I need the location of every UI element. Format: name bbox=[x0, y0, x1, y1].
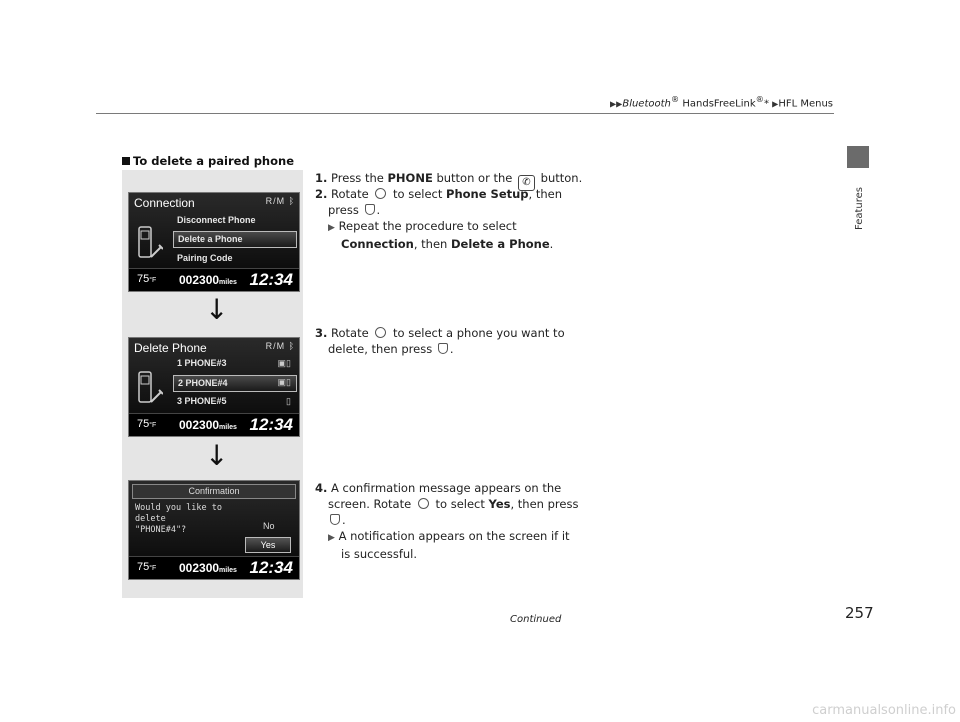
step-1: 1. Press the PHONE button or the ✆ button. bbox=[315, 170, 582, 191]
phone-badge-icon: ▯ bbox=[286, 396, 291, 406]
sub-arrow-icon: ▶ bbox=[328, 223, 335, 233]
menu-item: Disconnect Phone bbox=[177, 215, 256, 225]
status-icons: R/M ᛒ bbox=[265, 341, 295, 351]
phone-badge-icon: ▣▯ bbox=[277, 358, 291, 368]
page-number: 257 bbox=[845, 604, 874, 622]
status-icons: R/M ᛒ bbox=[265, 196, 295, 206]
phone-list-item: 3 PHONE#5 bbox=[177, 396, 227, 406]
confirm-title-bar: Confirmation bbox=[132, 484, 296, 499]
header-rule bbox=[96, 113, 834, 114]
phone-badge-icon: ▣▯ bbox=[277, 377, 291, 387]
press-knob-icon bbox=[365, 204, 375, 215]
screen-footer bbox=[129, 413, 299, 436]
breadcrumb-hfl: HandsFreeLink bbox=[682, 98, 756, 110]
confirm-message: Would you like to delete "PHONE#4"? bbox=[135, 503, 222, 535]
screen-delete-phone bbox=[128, 337, 300, 437]
breadcrumb-bluetooth: Bluetooth bbox=[622, 98, 671, 110]
selector-knob-icon bbox=[418, 498, 429, 509]
selector-knob-icon bbox=[375, 188, 386, 199]
screen-footer bbox=[129, 268, 299, 291]
menu-item: Pairing Code bbox=[177, 253, 233, 263]
press-knob-icon bbox=[330, 514, 340, 525]
temperature: 75°F bbox=[137, 418, 157, 430]
screen-confirmation bbox=[128, 480, 300, 580]
square-bullet-icon bbox=[122, 157, 130, 165]
screen-title: Connection bbox=[134, 196, 195, 210]
breadcrumb-menus: HFL Menus bbox=[778, 98, 833, 110]
clock: 12:34 bbox=[249, 558, 293, 577]
breadcrumb: ▶▶Bluetooth® HandsFreeLink®* ▶HFL Menus bbox=[610, 94, 833, 110]
breadcrumb-arrow-icon: ▶ bbox=[772, 99, 779, 109]
step-2: 2. Rotate to select Phone Setup, then press . ▶ Repeat the procedure to select Connection, then Delete a Phone. bbox=[315, 187, 563, 251]
breadcrumb-arrow-icon: ▶▶ bbox=[610, 99, 623, 109]
selector-knob-icon bbox=[375, 327, 386, 338]
odometer: 002300miles bbox=[179, 273, 237, 287]
odometer: 002300miles bbox=[179, 418, 237, 432]
temperature: 75°F bbox=[137, 273, 157, 285]
down-arrow-icon: ↓ bbox=[205, 293, 229, 326]
clock: 12:34 bbox=[249, 270, 293, 289]
section-tab-label: Features bbox=[854, 187, 865, 230]
phone-wrench-icon bbox=[135, 362, 163, 412]
step-3: 3. Rotate to select a phone you want to delete, then press . bbox=[315, 326, 565, 356]
odometer: 002300miles bbox=[179, 561, 237, 575]
screen-footer bbox=[129, 556, 299, 579]
press-knob-icon bbox=[438, 343, 448, 354]
menu-item-selected: Delete a Phone bbox=[173, 231, 297, 248]
clock: 12:34 bbox=[249, 415, 293, 434]
step-4: 4. A confirmation message appears on the screen. Rotate to select Yes, then press . ▶ A notification appears on the screen if it is successful. bbox=[315, 481, 579, 561]
section-tab bbox=[847, 146, 869, 168]
temperature: 75°F bbox=[137, 561, 157, 573]
continued-label: Continued bbox=[510, 614, 562, 625]
confirm-no-option: No bbox=[263, 521, 275, 531]
section-title: To delete a paired phone bbox=[122, 154, 294, 168]
confirm-yes-option-selected: Yes bbox=[245, 537, 291, 553]
screen-connection bbox=[128, 192, 300, 292]
phone-wrench-icon bbox=[135, 217, 163, 267]
sub-arrow-icon: ▶ bbox=[328, 533, 335, 543]
phone-list-item-selected: 2 PHONE#4 bbox=[173, 375, 297, 392]
down-arrow-icon: ↓ bbox=[205, 439, 229, 472]
phone-list-item: 1 PHONE#3 bbox=[177, 358, 227, 368]
screen-title: Delete Phone bbox=[134, 341, 207, 355]
phone-button-icon: ✆ bbox=[518, 175, 535, 191]
watermark: carmanualsonline.info bbox=[812, 703, 956, 718]
